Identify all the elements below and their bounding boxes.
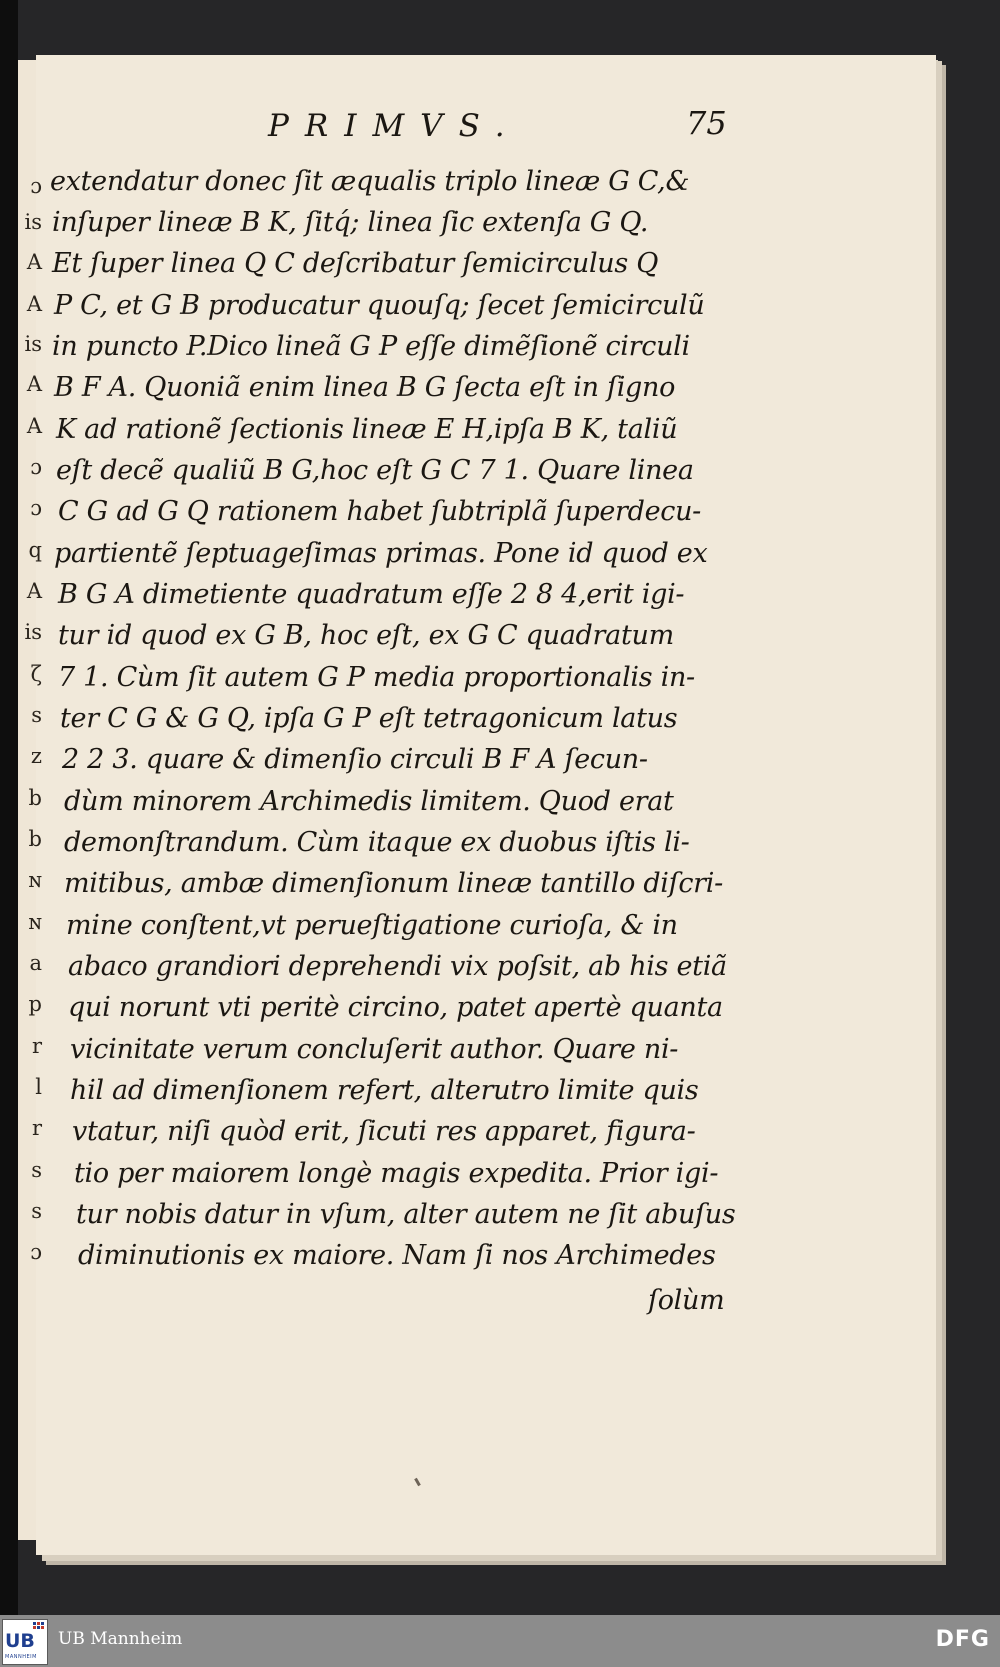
margin-glyph: p xyxy=(28,992,42,1016)
margin-glyph: a xyxy=(29,951,42,975)
text-line: qui norunt vti peritè circino, patet apertè quanta xyxy=(68,992,723,1023)
text-line: 7 1. Cùm ſit autem G P media proportionalis in- xyxy=(58,662,695,693)
margin-glyph: A xyxy=(26,292,42,316)
catchword: ſolùm xyxy=(648,1285,725,1316)
text-line: mine conſtent,vt perueſtigatione curioſa, & in xyxy=(66,910,678,941)
text-line: vtatur, niſi quòd erit, ſicuti res apparet, figura- xyxy=(72,1116,696,1147)
margin-glyph: ɔ xyxy=(30,455,42,479)
text-line: P C, et G B producatur quouſq; ſecet ſemicirculũ xyxy=(54,290,705,321)
margin-glyph: is xyxy=(24,332,42,356)
margin-glyph: A xyxy=(26,579,42,603)
margin-glyph: ɴ xyxy=(28,868,42,892)
dfg-logo[interactable]: DFG xyxy=(935,1627,990,1652)
text-line: diminutionis ex maiore. Nam ſi nos Archimedes xyxy=(78,1240,716,1271)
margin-glyph: ζ xyxy=(30,662,42,686)
margin-glyph: ɔ xyxy=(30,496,42,520)
margin-glyph: ɔ xyxy=(30,1240,42,1264)
text-line: C G ad G Q rationem habet ſubtriplã ſuperdecu- xyxy=(58,496,702,527)
text-line: hil ad dimenſionem refert, alterutro limite quis xyxy=(70,1075,699,1106)
text-line: tur nobis datur in vſum, alter autem ne ſit abuſus xyxy=(76,1199,736,1230)
text-line: mitibus, ambæ dimenſionum lineæ tantillo diſcri- xyxy=(64,868,723,899)
margin-glyph: b xyxy=(28,786,42,810)
ub-mannheim-logo-icon[interactable] xyxy=(2,1619,48,1665)
margin-glyph: r xyxy=(31,1034,42,1058)
margin-glyph: A xyxy=(26,250,42,274)
text-line: B F A. Quoniã enim linea B G ſecta eſt in ſigno xyxy=(54,372,676,403)
library-name[interactable]: UB Mannheim xyxy=(58,1629,183,1649)
logo-text: UB xyxy=(5,1630,35,1652)
text-line: Et ſuper linea Q C deſcribatur ſemicirculus Q xyxy=(52,248,659,279)
margin-glyph: ɔ xyxy=(30,174,42,198)
text-line: tio per maiorem longè magis expedita. Prior igi- xyxy=(74,1158,719,1189)
text-line: tur id quod ex G B, hoc eſt, ex G C quadratum xyxy=(58,620,674,651)
margin-glyph: q xyxy=(28,538,42,562)
margin-glyph: ɴ xyxy=(28,910,42,934)
margin-glyph: r xyxy=(31,1116,42,1140)
margin-glyph: b xyxy=(28,827,42,851)
text-line: partientẽ ſeptuageſimas primas. Pone id quod ex xyxy=(54,538,708,569)
viewer-footer-bar xyxy=(0,1615,1000,1667)
margin-glyph: z xyxy=(30,744,42,768)
running-head: PRIMVS. xyxy=(268,108,521,144)
margin-glyph: A xyxy=(26,414,42,438)
margin-glyph: s xyxy=(31,1158,42,1182)
margin-glyph: is xyxy=(24,210,42,234)
margin-glyph: A xyxy=(26,372,42,396)
text-line: abaco grandiori deprehendi vix poſsit, ab his etiã xyxy=(68,951,727,982)
logo-subtext: MANNHEIM xyxy=(5,1654,37,1660)
text-line: K ad rationẽ ſectionis lineæ E H,ipſa B K, taliũ xyxy=(56,414,678,445)
text-line: inſuper lineæ B K, ſitq́; linea ſic extenſa G Q. xyxy=(52,207,649,238)
margin-glyph: is xyxy=(24,620,42,644)
text-line: eſt decẽ qualiũ B G,hoc eſt G C 7 1. Quare linea xyxy=(56,455,694,486)
margin-glyph: s xyxy=(31,703,42,727)
text-line: 2 2 3. quare & dimenſio circuli B F A ſecun- xyxy=(62,744,648,775)
margin-glyph: s xyxy=(31,1199,42,1223)
text-line: dùm minorem Archimedis limitem. Quod erat xyxy=(64,786,674,817)
book-gutter-edge xyxy=(0,0,18,1615)
text-line: B G A dimetiente quadratum eſſe 2 8 4,erit igi- xyxy=(58,579,685,610)
text-line: extendatur donec ſit æqualis triplo lineæ G C,& xyxy=(50,166,690,197)
text-line: demonſtrandum. Cùm itaque ex duobus iſtis li- xyxy=(64,827,690,858)
margin-glyph: l xyxy=(35,1075,42,1099)
text-line: ter C G & G Q, ipſa G P eſt tetragonicum latus xyxy=(60,703,678,734)
logo-grid-icon xyxy=(33,1622,47,1634)
page-number: 75 xyxy=(686,104,727,142)
text-line: in puncto P.Dico lineã G P eſſe dimẽſionẽ circuli xyxy=(52,331,690,362)
text-line: vicinitate verum concluſerit author. Quare ni- xyxy=(70,1034,679,1065)
